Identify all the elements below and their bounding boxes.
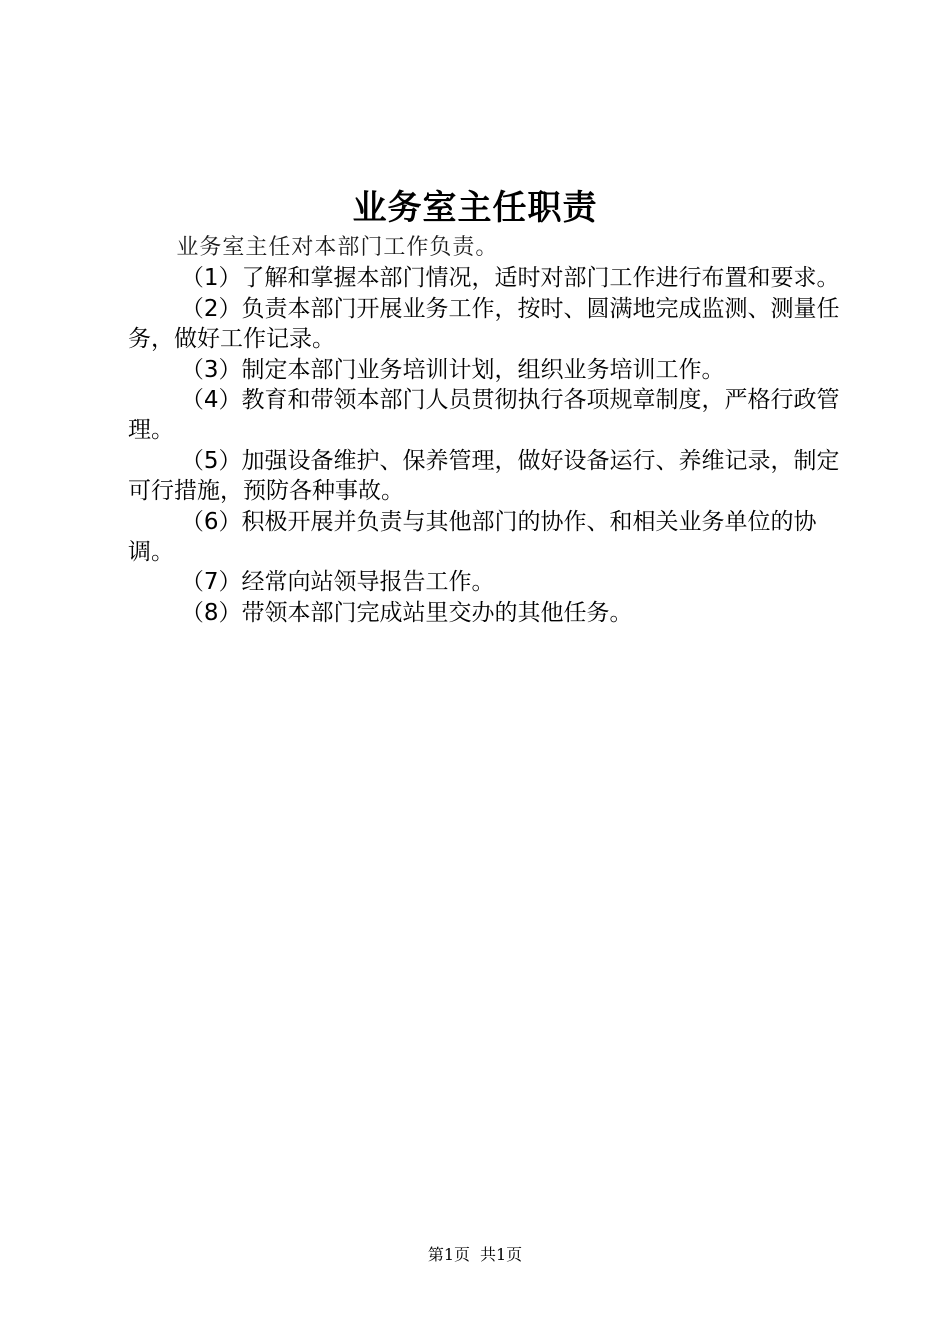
document-title: 业务室主任职责 (352, 188, 598, 228)
intro-paragraph: 业务室主任对本部门工作负责。 (176, 235, 499, 260)
duty-item-1: （1）了解和掌握本部门情况，适时对部门工作进行布置和要求。 (180, 265, 840, 292)
duty-item-7: （7）经常向站领导报告工作。 (180, 569, 495, 596)
duty-item-3: （3）制定本部门业务培训计划，组织业务培训工作。 (180, 356, 725, 383)
page-footer (0, 1244, 950, 1266)
duty-item-5: （5）加强设备维护、保养管理，做好设备运行、养维记录，制定可行措施，预防各种事故。 (128, 447, 840, 505)
duty-item-6: （6）积极开展并负责与其他部门的协作、和相关业务单位的协调。 (128, 508, 817, 566)
duty-item-2: （2）负责本部门开展业务工作，按时、圆满地完成监测、测量任务，做好工作记录。 (128, 295, 840, 353)
page-total: 共1页 (480, 1245, 523, 1264)
duty-item-4: （4）教育和带领本部门人员贯彻执行各项规章制度，严格行政管理。 (128, 387, 840, 444)
page-number: 第1页 (427, 1245, 470, 1264)
duty-item-8: （8）带领本部门完成站里交办的其他任务。 (180, 599, 633, 626)
document-body (128, 233, 848, 628)
